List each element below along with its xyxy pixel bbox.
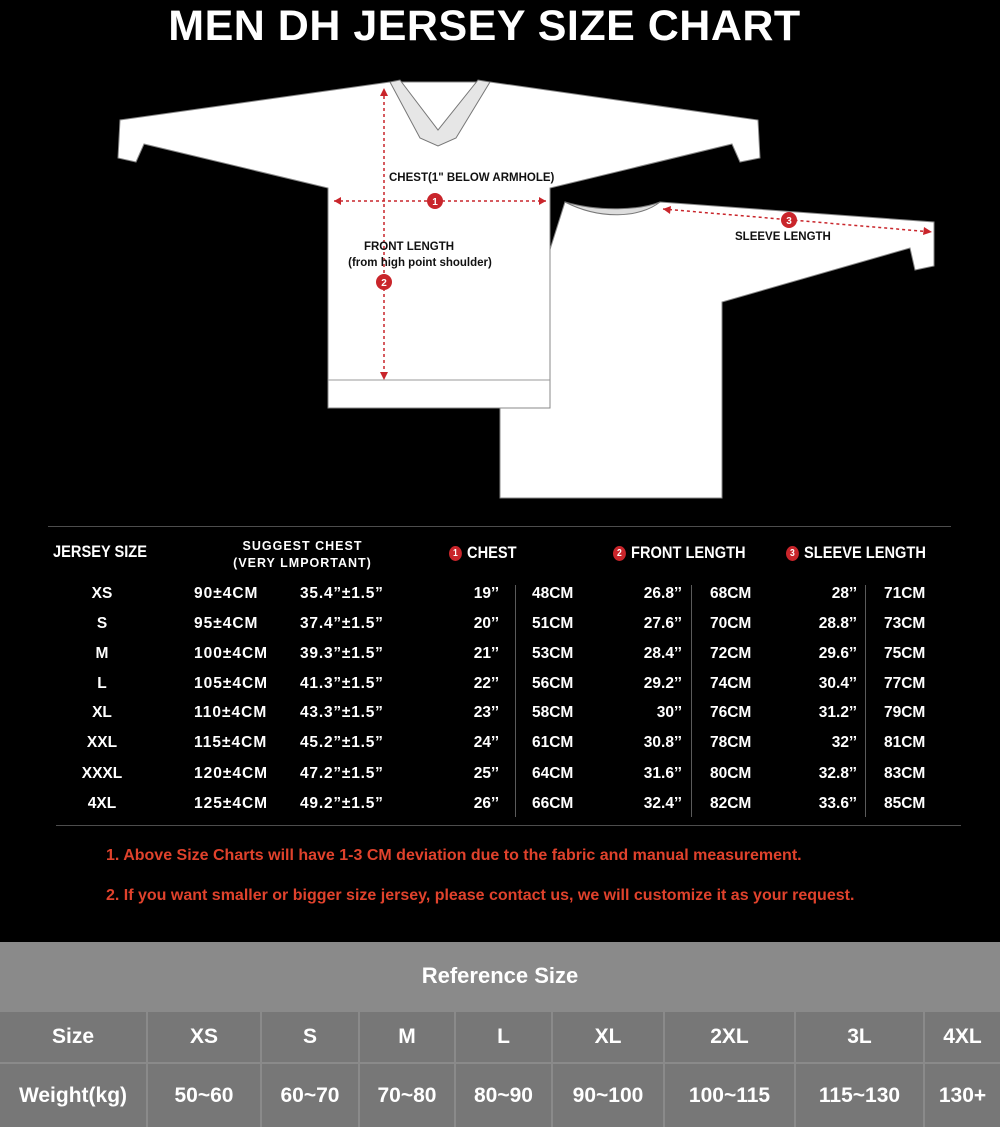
chest-cm-cell: 64CM [532,765,574,782]
reference-size-cell: 4XL [925,1012,1000,1062]
reference-size-cell: XS [148,1012,260,1062]
reference-weight-cell: 100~115 [665,1064,794,1127]
front-cm-cell: 82CM [710,795,752,812]
reference-size-cell: XL [553,1012,663,1062]
sleeve-length-label: SLEEVE LENGTH [735,231,831,243]
header-jersey-size: JERSEY SIZE [53,542,147,561]
front-in-cell: 29.2’’ [643,675,682,692]
chest-cm-cell: 56CM [532,675,574,692]
front-cm-cell: 74CM [710,675,752,692]
table-row [0,639,1000,669]
reference-title: Reference Size [421,963,579,988]
suggest-chest-cm-cell: 100±4CM [194,645,269,662]
back-jersey-shape [500,202,934,498]
suggest-chest-in-cell: 37.4”±1.5” [300,615,384,632]
header-suggest-line2: (VERY LMPORTANT) [233,556,372,570]
sleeve-in-cell: 33.6’’ [818,795,857,812]
reference-size-panel [0,942,1000,1127]
front-length-label: FRONT LENGTH [363,241,455,253]
reference-size-cell: L [456,1012,551,1062]
table-row [0,789,1000,819]
header-chest-label: CHEST [467,543,517,562]
table-row [0,609,1000,639]
sleeve-in-cell: 32’’ [831,734,857,751]
badge-3: 3 [786,546,799,561]
chest-marker-number: 1 [432,197,438,208]
table-row [0,759,1000,789]
reference-weight-cell: 130+ [925,1064,1000,1127]
chest-cm-cell: 48CM [532,585,574,602]
front-in-cell: 26.8’’ [643,585,682,602]
size-cell: M [95,645,109,662]
sleeve-in-cell: 31.2’’ [818,704,857,721]
table-row [0,698,1000,728]
header-front-length [613,543,746,563]
header-chest [449,543,517,563]
suggest-chest-cm-cell: 95±4CM [194,615,259,632]
reference-size-label: Size [0,1012,146,1062]
front-in-cell: 31.6’’ [643,765,682,782]
suggest-chest-in-cell: 35.4”±1.5” [300,585,384,602]
header-front-length-label: FRONT LENGTH [631,543,746,562]
sleeve-cm-cell: 85CM [884,795,926,812]
chest-in-cell: 21’’ [473,645,499,662]
suggest-chest-in-cell: 39.3”±1.5” [300,645,384,662]
note-customize: 2. If you want smaller or bigger size jersey, please contact us, we will customize it as your request. [106,887,855,904]
badge-2: 2 [613,546,626,561]
chest-in-cell: 26’’ [473,795,499,812]
header-suggest-line1: SUGGEST CHEST [242,539,363,553]
size-cell: XL [92,704,112,721]
sleeve-in-cell: 28’’ [831,585,857,602]
size-cell: XXL [86,734,118,751]
reference-weight-cell: 90~100 [553,1064,663,1127]
suggest-chest-in-cell: 41.3”±1.5” [300,675,384,692]
table-top-divider [48,526,951,527]
sleeve-in-cell: 29.6’’ [818,645,857,662]
suggest-chest-in-cell: 49.2”±1.5” [300,795,384,812]
front-cm-cell: 70CM [710,615,752,632]
sleeve-cm-cell: 77CM [884,675,926,692]
front-cm-cell: 76CM [710,704,752,721]
sleeve-cm-cell: 81CM [884,734,926,751]
front-cm-cell: 78CM [710,734,752,751]
table-row [0,579,1000,609]
size-cell: XS [91,585,113,602]
reference-size-cell: S [262,1012,358,1062]
chest-in-cell: 22’’ [473,675,499,692]
reference-size-cell: 2XL [665,1012,794,1062]
chest-in-cell: 19’’ [473,585,499,602]
reference-weight-cell: 70~80 [360,1064,454,1127]
reference-weight-cell: 115~130 [796,1064,923,1127]
page-title: MEN DH JERSEY SIZE CHART [168,2,801,50]
front-in-cell: 27.6’’ [643,615,682,632]
front-in-cell: 32.4’’ [643,795,682,812]
sleeve-in-cell: 30.4’’ [818,675,857,692]
suggest-chest-cm-cell: 110±4CM [194,704,268,721]
chest-label: CHEST(1" BELOW ARMHOLE) [389,172,555,184]
reference-size-cell: M [360,1012,454,1062]
sleeve-marker-number: 3 [786,216,792,227]
note-deviation: 1. Above Size Charts will have 1-3 CM deviation due to the fabric and manual measurement. [106,847,802,864]
chest-in-cell: 25’’ [473,765,499,782]
front-in-cell: 30’’ [656,704,682,721]
reference-weight-cell: 80~90 [456,1064,551,1127]
front-cm-cell: 80CM [710,765,752,782]
header-sleeve-length [786,543,926,563]
sleeve-cm-cell: 73CM [884,615,926,632]
suggest-chest-cm-cell: 90±4CM [194,585,259,602]
table-row [0,728,1000,758]
chest-cm-cell: 58CM [532,704,574,721]
front-cm-cell: 68CM [710,585,752,602]
jersey-diagram [0,70,1000,510]
size-cell: S [96,615,108,632]
sleeve-cm-cell: 79CM [884,704,926,721]
badge-1: 1 [449,546,462,561]
suggest-chest-cm-cell: 125±4CM [194,795,269,812]
suggest-chest-cm-cell: 105±4CM [194,675,269,692]
chest-cm-cell: 61CM [532,734,574,751]
size-cell: XXXL [81,765,123,782]
sleeve-cm-cell: 75CM [884,645,926,662]
reference-weight-label: Weight(kg) [0,1064,146,1127]
suggest-chest-in-cell: 47.2”±1.5” [300,765,384,782]
chest-cm-cell: 66CM [532,795,574,812]
size-cell: L [97,675,107,692]
sleeve-cm-cell: 71CM [884,585,926,602]
table-row [0,669,1000,699]
chest-in-cell: 24’’ [473,734,499,751]
chest-in-cell: 20’’ [473,615,499,632]
suggest-chest-in-cell: 45.2”±1.5” [300,734,384,751]
suggest-chest-in-cell: 43.3”±1.5” [300,704,384,721]
sleeve-in-cell: 32.8’’ [818,765,857,782]
suggest-chest-cm-cell: 115±4CM [194,734,268,751]
front-in-cell: 28.4’’ [643,645,682,662]
header-suggest-chest [220,538,385,572]
table-bottom-divider [56,825,961,826]
chest-in-cell: 23’’ [473,704,499,721]
header-sleeve-length-label: SLEEVE LENGTH [804,543,926,562]
reference-weight-cell: 60~70 [262,1064,358,1127]
suggest-chest-cm-cell: 120±4CM [194,765,269,782]
front-length-sublabel: (from high point shoulder) [348,257,492,269]
front-cm-cell: 72CM [710,645,752,662]
size-cell: 4XL [87,795,117,812]
front-in-cell: 30.8’’ [643,734,682,751]
sleeve-cm-cell: 83CM [884,765,926,782]
chest-cm-cell: 51CM [532,615,574,632]
sleeve-in-cell: 28.8’’ [818,615,857,632]
reference-weight-cell: 50~60 [148,1064,260,1127]
reference-size-cell: 3L [796,1012,923,1062]
front-length-marker-number: 2 [381,278,387,289]
chest-cm-cell: 53CM [532,645,574,662]
